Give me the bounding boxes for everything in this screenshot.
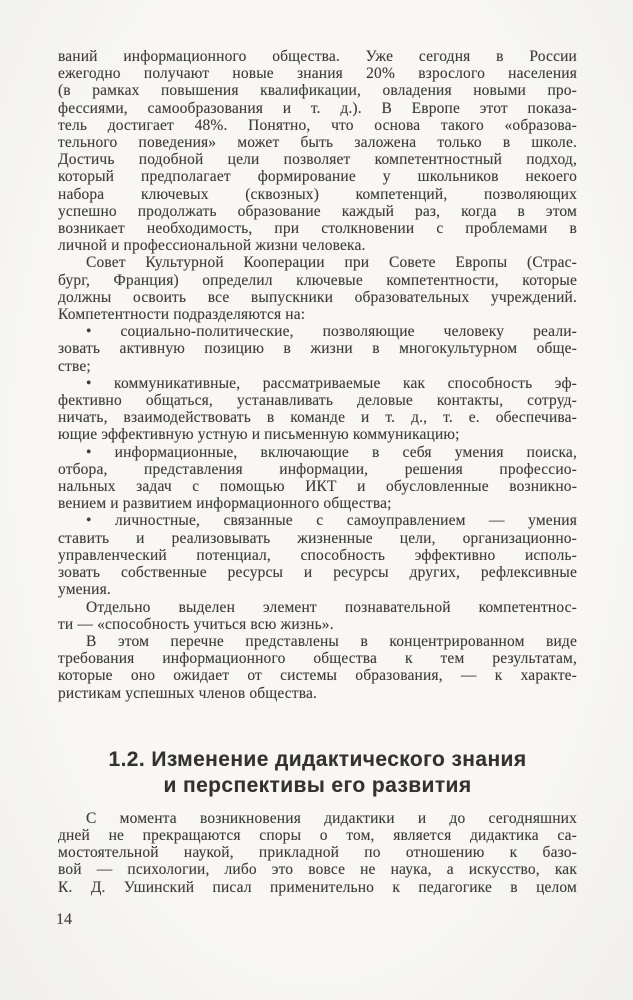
text-line: тельного поведения» может быть заложена только в школе.: [58, 134, 577, 152]
text-line: Совет Культурной Кооперации при Совете Европы (Страс-: [86, 254, 577, 272]
text-line: требования информационного общества к тем результатам,: [58, 650, 577, 668]
text-line: Компетентности подразделяются на:: [58, 306, 306, 324]
paragraph: [58, 633, 577, 702]
text-line: • информационные, включающие в себя умения поиска,: [86, 443, 577, 461]
text-line: Достичь подобной цели позволяет компетентностный подход,: [58, 151, 577, 169]
heading-line: 1.2. Изменение дидактического знания: [108, 747, 527, 771]
text-line: фессиями, самообразования и т. д.). В Европе этот показа-: [58, 99, 577, 117]
text-line: должны освоить все выпускники образовательных учреждений.: [58, 288, 577, 306]
text-line: ющие эффективную устную и письменную коммуникацию;: [58, 426, 460, 444]
text-line: Отдельно выделен элемент познавательной компетентнос-: [86, 598, 577, 616]
text-line: личной и профессиональной жизни человека.: [58, 237, 366, 255]
text-line: возникает необходимость, при столкновении с проблемами в: [58, 220, 577, 238]
bullet-paragraph: [58, 375, 577, 444]
text-line: • личностные, связанные с самоуправлением — умения: [86, 512, 577, 530]
text-line: ежегодно получают новые знания 20% взрослого населения: [58, 65, 577, 83]
text-column: [58, 48, 577, 896]
text-line: мостоятельной наукой, прикладной по отношению к базо-: [58, 844, 577, 862]
text-line: фективно общаться, устанавливать деловые контакты, сотруд-: [58, 392, 577, 410]
text-line: В этом перечне представлены в концентрированном виде: [86, 632, 577, 650]
heading-line: и перспективы его развития: [163, 773, 472, 797]
text-line: вением и развитием информационного общества;: [58, 495, 392, 513]
text-line: С момента возникновения дидактики и до сегодняшних: [86, 809, 577, 827]
text-line: К. Д. Ушинский писал применительно к педагогике в целом: [58, 878, 577, 896]
text-line: • коммуникативные, рассматриваемые как способность эф-: [86, 374, 577, 392]
text-line: успешно продолжать образование каждый раз, когда в этом: [58, 202, 577, 220]
text-line: который предполагает формирование у школьников некоего: [58, 168, 577, 186]
text-line: • социально-политические, позволяющие человеку реали-: [86, 323, 577, 341]
section-heading: [58, 747, 577, 799]
text-line: умения.: [58, 581, 111, 599]
text-line: (в рамках повышения квалификации, овладения новыми про-: [58, 82, 577, 100]
text-line: которые оно ожидает от системы образования, — к характе-: [58, 667, 577, 685]
text-line: ристикам успешных членов общества.: [58, 684, 318, 702]
bullet-paragraph: [58, 323, 577, 375]
paragraph: [58, 254, 577, 323]
text-line: вой — психологии, либо это вовсе не наука, а искусство, как: [58, 861, 577, 879]
text-line: отбора, представления информации, решения профессио-: [58, 460, 577, 478]
paragraph: [58, 48, 577, 254]
text-line: зовать собственные ресурсы и ресурсы других, рефлексивные: [58, 564, 577, 582]
text-line: ничать, взаимодействовать в команде и т. д., т. е. обеспечива-: [58, 409, 577, 427]
text-line: ти — «способность учиться всю жизнь».: [58, 615, 334, 633]
text-line: набора ключевых (сквозных) компетенций, позволяющих: [58, 185, 577, 203]
text-line: дней не прекращаются споры о том, является дидактика са-: [58, 826, 577, 844]
text-line: нальных задач с помощью ИКТ и обусловленные возникно-: [58, 478, 577, 496]
text-line: тель достигает 48%. Понятно, что основа такого «образова-: [58, 116, 577, 134]
page-number: 14: [56, 911, 72, 928]
text-line: зовать активную позицию в жизни в многокультурном обще-: [58, 340, 577, 358]
bullet-paragraph: [58, 512, 577, 598]
bullet-paragraph: [58, 444, 577, 513]
text-line: бург, Франция) определил ключевые компетентности, которые: [58, 271, 577, 289]
text-line: ставить и реализовывать жизненные цели, организационно-: [58, 529, 577, 547]
text-line: ваний информационного общества. Уже сегодня в России: [58, 48, 577, 65]
text-line: управленческий потенциал, способность эффективно исполь-: [58, 546, 577, 564]
paragraph: [58, 810, 577, 896]
text-line: стве;: [58, 357, 91, 375]
paragraph: [58, 599, 577, 633]
